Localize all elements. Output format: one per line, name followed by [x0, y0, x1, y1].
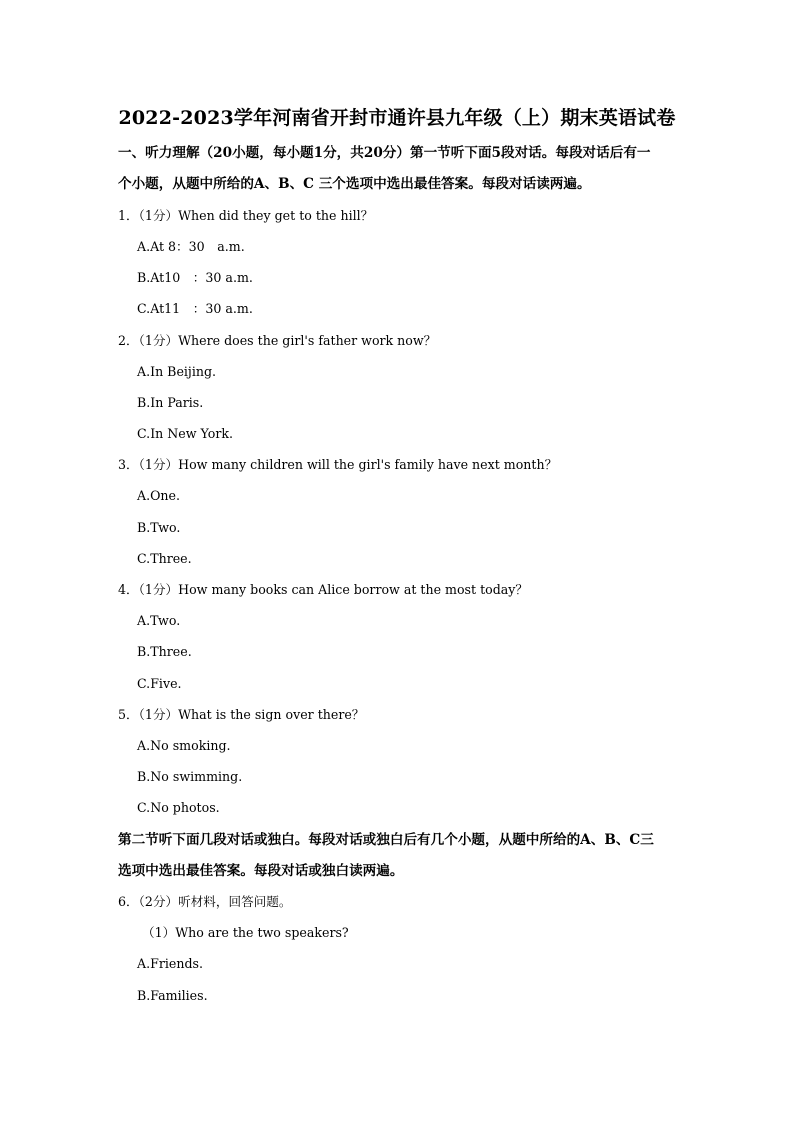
question-3-option-a: A.One.: [137, 488, 180, 503]
question-4-option-a: A.Two.: [137, 613, 181, 628]
section1-line2: 个小题，从题中所给的A、B、C 三个选项中选出最佳答案。每段对话读两遍。: [118, 176, 591, 192]
section2-line1: 第二节听下面几段对话或独白。每段对话或独白后有几个小题，从题中所给的A、B、C三: [118, 832, 654, 848]
question-3-option-c: C.Three.: [137, 551, 192, 566]
question-4-option-c: C.Five.: [137, 676, 182, 691]
section1-line1: 一、听力理解（20小题，每小题1分，共20分）第一节听下面5段对话。每段对话后有一: [118, 145, 651, 161]
question-2-stem: 2．（1分）Where does the girl's father work now？: [118, 333, 437, 348]
question-6-sub1: （1）Who are the two speakers?: [142, 925, 349, 940]
question-6-option-b: B.Families.: [137, 988, 208, 1003]
question-1-option-a: A.At 8：30 a.m.: [137, 239, 245, 254]
section2-line2: 选项中选出最佳答案。每段对话或独白读两遍。: [118, 863, 404, 879]
page-title: 2022-2023学年河南省开封市通许县九年级（上）期末英语试卷: [118, 107, 676, 129]
question-1-option-b: B.At10 ：30 a.m.: [137, 270, 253, 285]
question-5-option-c: C.No photos.: [137, 800, 220, 815]
question-1-stem: 1．（1分）When did they get to the hill？: [118, 208, 374, 223]
question-4-stem: 4．（1分）How many books can Alice borrow at the most today？: [118, 582, 529, 597]
question-3-option-b: B.Two.: [137, 520, 181, 535]
question-5-option-b: B.No swimming.: [137, 769, 243, 784]
question-6-option-a: A.Friends.: [137, 956, 203, 971]
section2-heading: [118, 825, 678, 887]
question-2-option-c: C.In New York.: [137, 426, 233, 441]
question-5-option-a: A.No smoking.: [137, 738, 231, 753]
question-2-option-b: B.In Paris.: [137, 395, 204, 410]
question-1-option-c: C.At11 ：30 a.m.: [137, 301, 253, 316]
question-6-stem: 6．（2分）听材料，回答问题。: [118, 894, 292, 909]
question-4-option-b: B.Three.: [137, 644, 192, 659]
question-3-stem: 3．（1分）How many children will the girl's family have next month？: [118, 457, 558, 472]
section1-heading: [118, 138, 678, 200]
question-2-option-a: A.In Beijing.: [137, 364, 217, 379]
question-5-stem: 5．（1分）What is the sign over there？: [118, 707, 365, 722]
